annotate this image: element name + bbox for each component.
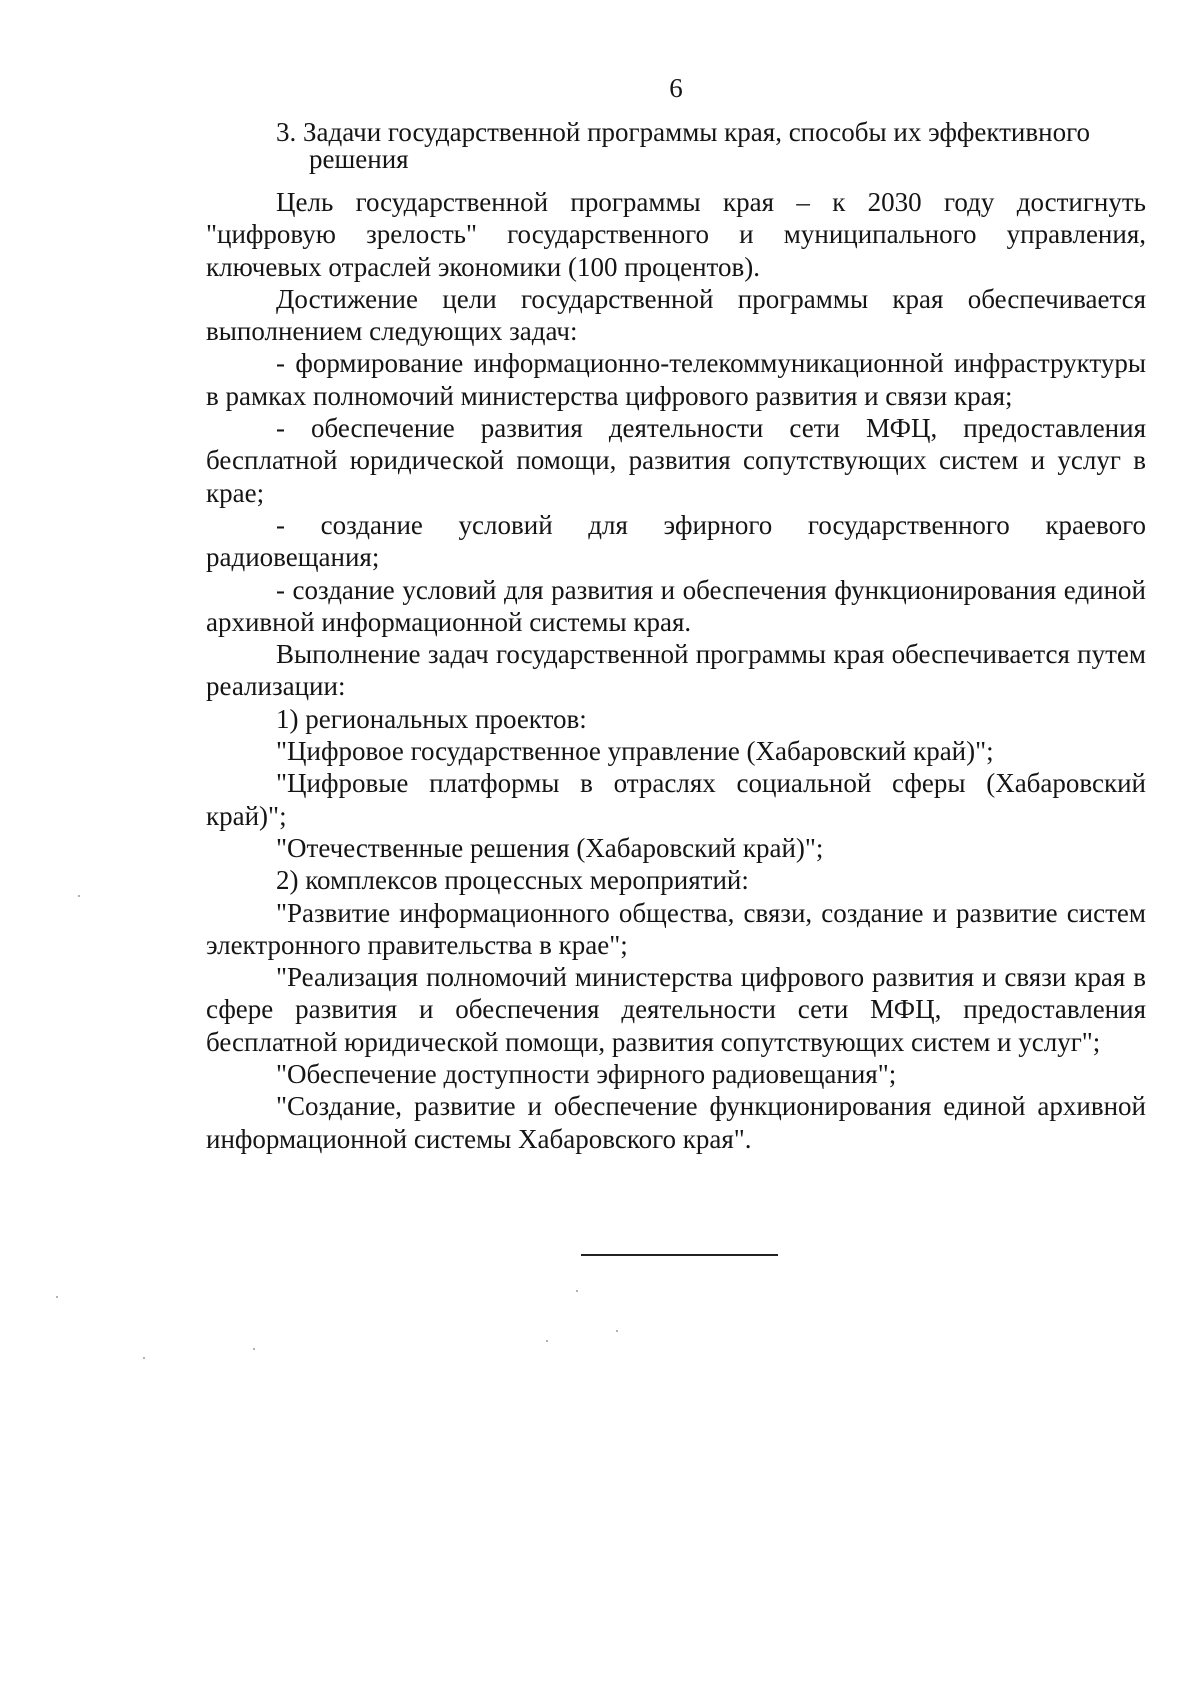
list-item-complex-information-society: "Развитие информационного общества, связи, создание и развитие систем электронного правительства в крае";: [206, 897, 1146, 960]
scan-speck: [56, 1296, 58, 1298]
list-item-task-infrastructure: - формирование информационно-телекоммуникационной инфраструктуры в рамках полномочий министерства цифрового развития и связи края;: [206, 348, 1146, 411]
paragraph-tasks-intro: Достижение цели государственной программы края обеспечивается выполнением следующих задач:: [206, 283, 1146, 347]
body-text: [206, 186, 1146, 1155]
section-heading: [276, 119, 1146, 173]
scan-speck: [253, 1348, 255, 1350]
list-item-project-digital-governance: "Цифровое государственное управление (Хабаровский край)";: [276, 736, 994, 767]
list-heading-process-complexes: 2) комплексов процессных мероприятий:: [276, 865, 749, 896]
list-item-project-social-platforms: "Цифровые платформы в отраслях социальной сферы (Хабаровский край)";: [206, 768, 1146, 831]
section-heading-line-2: решения: [309, 144, 409, 174]
list-item-task-archive: - создание условий для развития и обеспечения функционирования единой архивной информационной системы края.: [206, 574, 1146, 637]
section-heading-line-1: 3. Задачи государственной программы края, способы их эффективного: [276, 117, 1090, 147]
scan-speck: [576, 1290, 578, 1292]
list-item-task-radio: - создание условий для эфирного государственного краевого радиовещания;: [206, 509, 1146, 573]
list-heading-regional-projects: 1) региональных проектов:: [276, 703, 587, 734]
paragraph-implementation-intro: Выполнение задач государственной программы края обеспечивается путем реализации:: [206, 639, 1146, 702]
list-item-project-domestic-solutions: "Отечественные решения (Хабаровский край)";: [276, 832, 824, 863]
scan-speck: [78, 895, 80, 897]
list-item-task-mfc: - обеспечение развития деятельности сети МФЦ, предоставления бесплатной юридической помощи, развития сопутствующих систем и услуг в крае;: [206, 413, 1146, 508]
page-number: 6: [669, 73, 683, 103]
scan-speck: [616, 1330, 618, 1332]
list-item-complex-archive-system: "Создание, развитие и обеспечение функционирования единой архивной информационной системы Хабаровского края".: [206, 1091, 1146, 1154]
scan-speck: [143, 1357, 145, 1359]
paragraph-goal: Цель государственной программы края – к 2030 году достигнуть "цифровую зрелость" государственного и муниципального управления, ключевых отраслей экономики (100 процентов).: [206, 187, 1146, 282]
list-item-complex-radio-access: "Обеспечение доступности эфирного радиовещания";: [276, 1059, 897, 1090]
list-item-complex-ministry-powers: "Реализация полномочий министерства цифрового развития и связи края в сфере развития и обеспечения деятельности сети МФЦ, предоставления бесплатной юридической помощи, развития сопутствующих систем и услуг";: [206, 962, 1146, 1057]
scan-speck: [546, 1340, 548, 1342]
closing-divider: [581, 1254, 778, 1256]
